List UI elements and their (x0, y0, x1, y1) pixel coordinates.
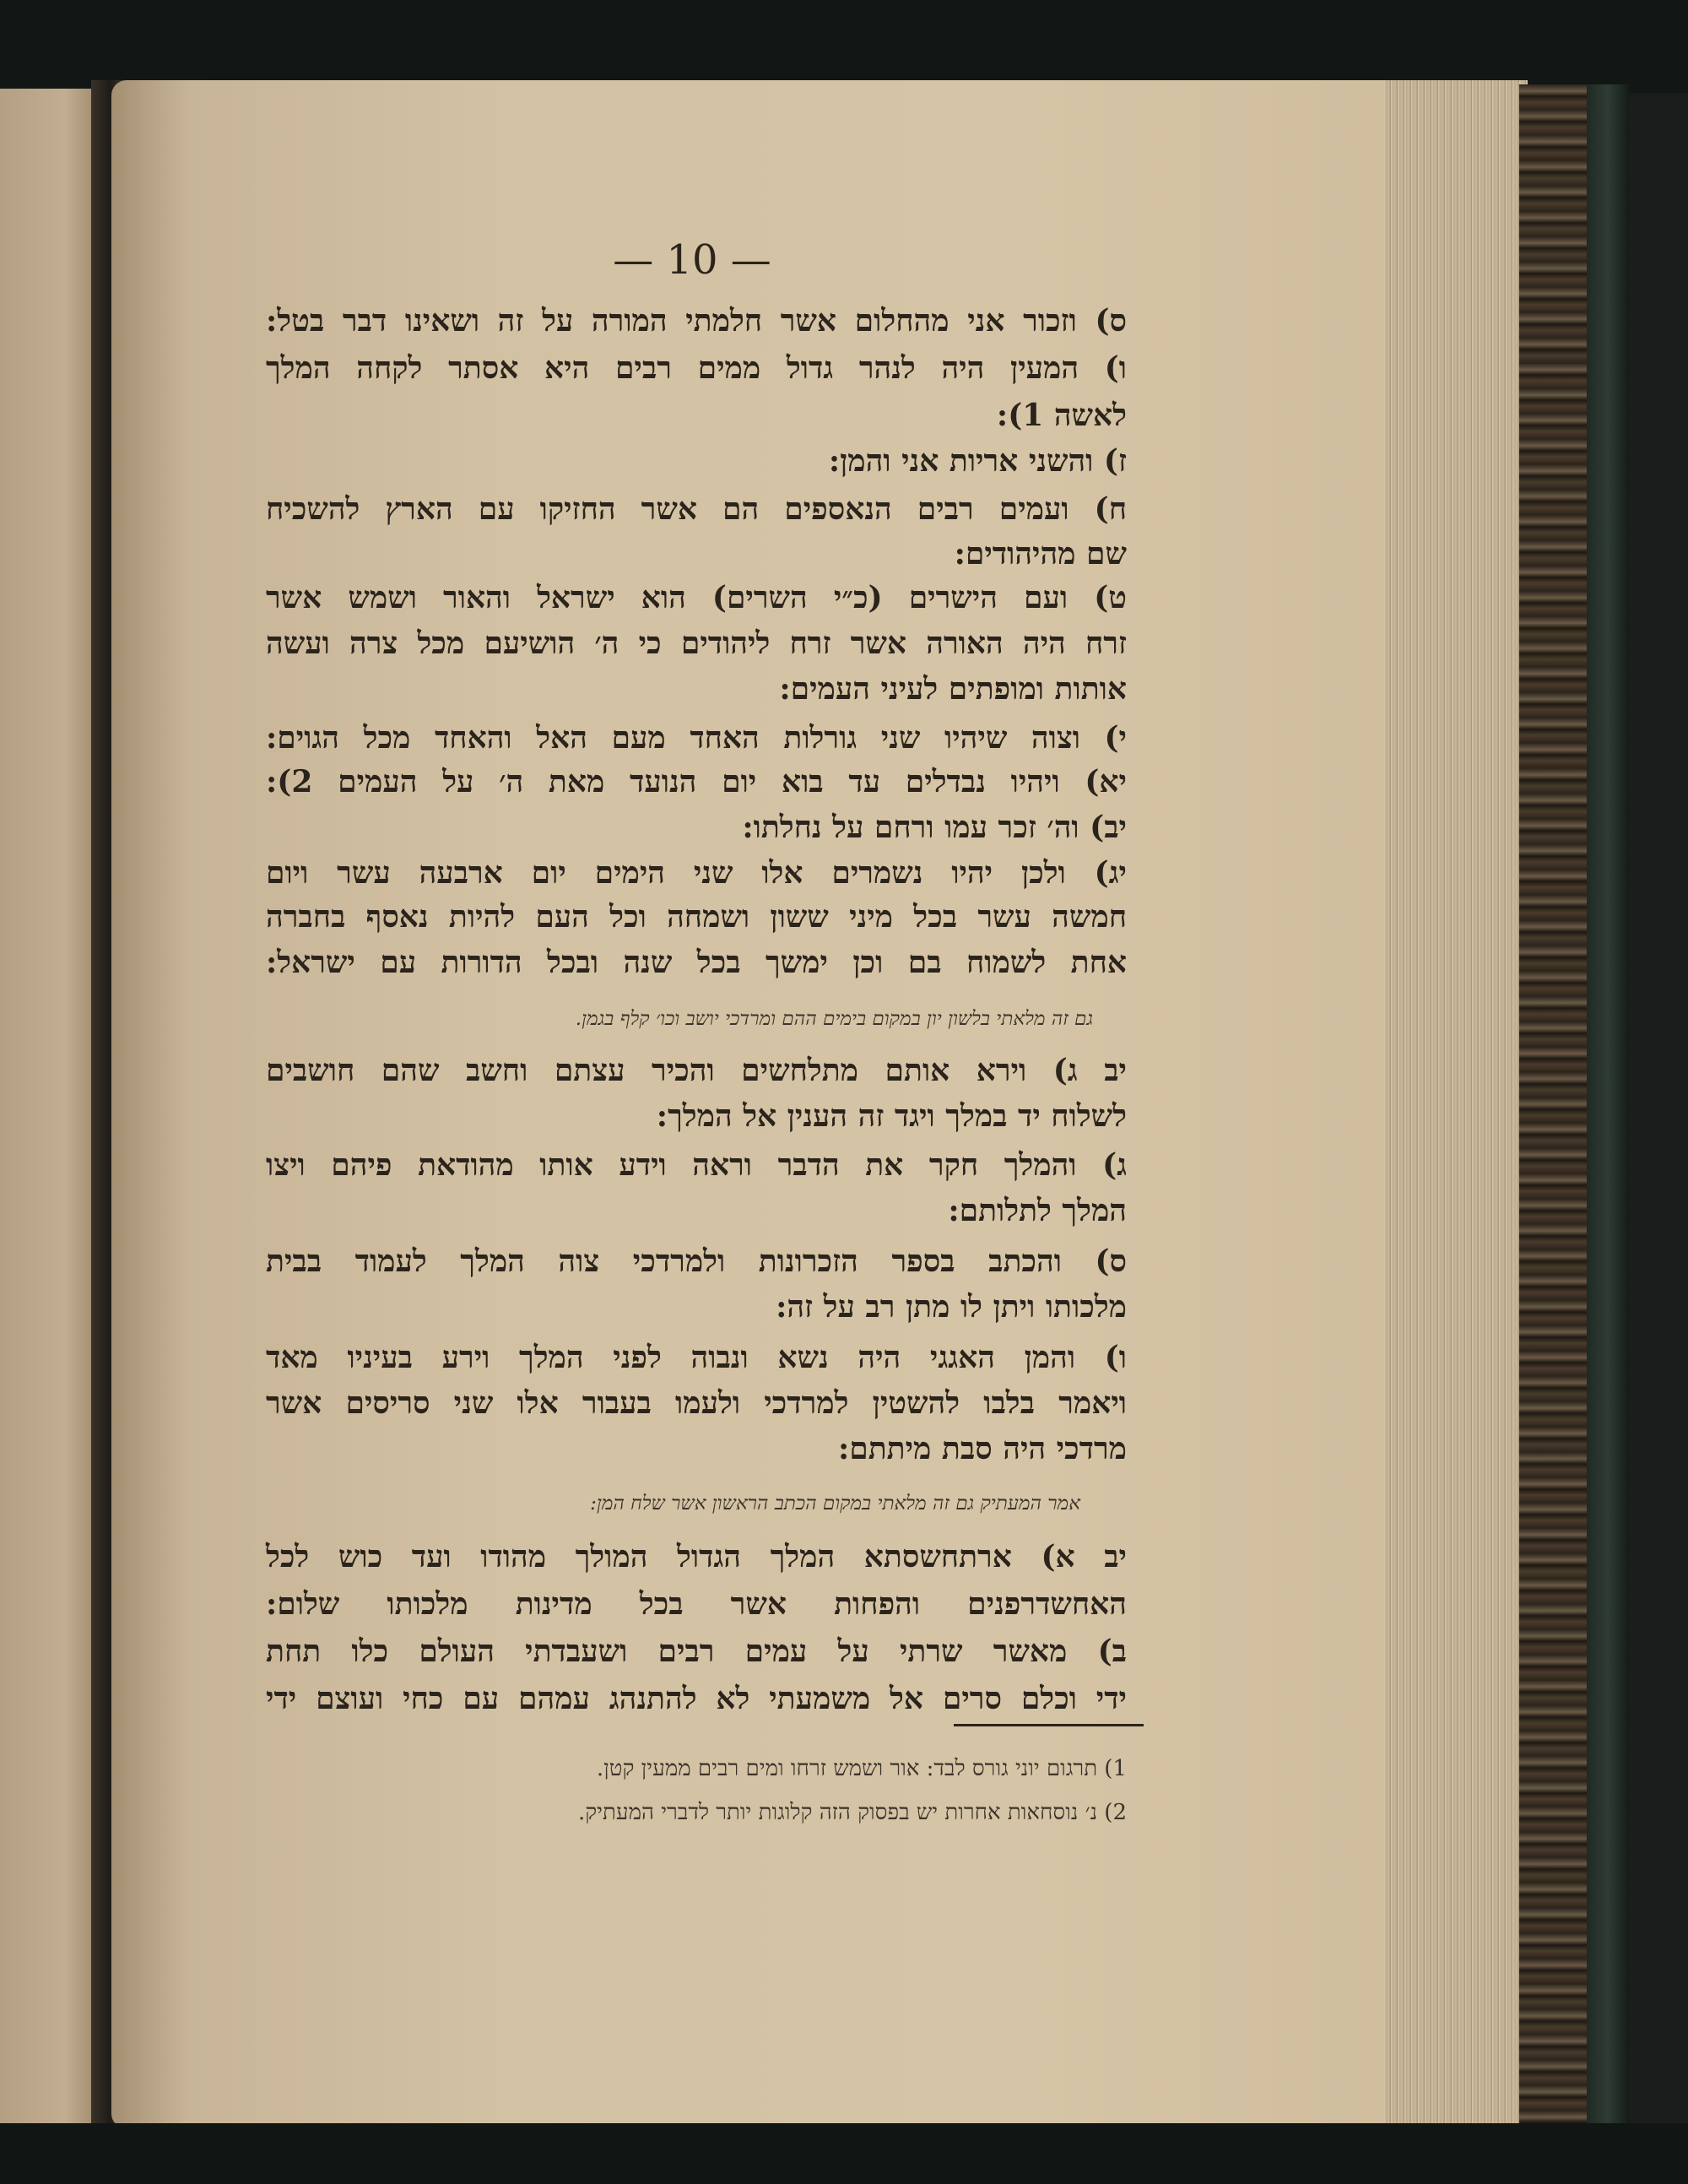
text-line: חמשה עשר בכל מיני ששון ושמחה וכל העם להיות נאסף בחברה (266, 899, 1128, 935)
text-line: המלך לתלותם: (948, 1193, 1127, 1228)
text-line: י) וצוה שיהיו שני גורלות האחד מעם האל והאחד מכל הגוים: (266, 720, 1127, 756)
text-line: יב ג) וירא אותם מתלחשים והכיר עצתם וחשב שהם חושבים (266, 1053, 1127, 1088)
text-line: ס) וזכור אני מהחלום אשר חלמתי המורה על זה ושאינו דבר בטל: (266, 303, 1127, 339)
text-line: אותות ומופתים לעיני העמים: (779, 671, 1127, 707)
background-bottom (0, 2123, 1688, 2184)
text-line: יא) ויהיו נבדלים עד בוא יום הנועד מאת ה׳ על העמים 2): (266, 764, 1127, 799)
text-line: לשלוח יד במלך ויגד זה הענין אל המלך: (656, 1098, 1127, 1134)
text-line: לאשה 1): (996, 398, 1127, 433)
text-line: האחשדרפנים והפחות אשר בכל מדינות מלכותו שלום: (266, 1586, 1127, 1622)
text-line: ס) והכתב בספר הזכרונות ולמרדכי צוה המלך לעמוד בבית (266, 1244, 1127, 1279)
text-line: ויאמר בלבו להשטין למרדכי ולעמו בעבור אלו שני סריסים אשר (266, 1385, 1127, 1421)
text-line: ידי וכלם סרים אל משמעתי לא להתנהג עמהם עם כחי ועוצם ידי (266, 1681, 1127, 1716)
text-line: ב) מאשר שרתי על עמים רבים ושעבדתי העולם כלו תחת (266, 1634, 1127, 1669)
text-line: ג) והמלך חקר את הדבר וראה וידע אותו מהודאת פיהם ויצו (266, 1147, 1127, 1183)
footnote: 2) נ׳ נוסחאות אחרות יש בפסוק הזה קלוגות יותר לדברי המעתיק. (578, 1800, 1127, 1825)
page-number: — 10 — (613, 236, 771, 284)
text-line: ז) והשני אריות אני והמן: (828, 443, 1127, 479)
footnote: 1) תרגום יוני גורס לבד: אור ושמש זרחו ומים רבים ממעין קטן. (596, 1756, 1127, 1781)
book-spine (1587, 84, 1629, 2136)
text-line: ו) המעין היה לנהר גדול ממים רבים היא אסתר לקחה המלך (266, 350, 1127, 386)
text-line: ט) ועם הישרים (כ״י השרים) הוא ישראל והאור ושמש אשר (266, 580, 1127, 615)
text-line: אחת לשמוח בם וכן ימשך בכל שנה ובכל הדורות עם ישראל: (266, 945, 1127, 980)
footnote-rule (954, 1724, 1144, 1726)
page-edges (1384, 80, 1528, 2127)
text-line: יב) וה׳ זכר עמו ורחם על נחלתו: (742, 810, 1127, 845)
text-line: שם מהיהודים: (954, 536, 1127, 572)
text-line: ח) ועמים רבים הנאספים הם אשר החזיקו עם הארץ להשכיח (266, 491, 1127, 527)
text-line: מרדכי היה סבת מיתתם: (837, 1431, 1127, 1466)
text-line: מלכותו ויתן לו מתן רב על זה: (776, 1289, 1127, 1325)
translator-note: אמר המעתיק גם זה מלאתי במקום הכתב הראשון אשר שלח המן: (590, 1493, 1080, 1515)
background-top (0, 0, 1688, 93)
text-line: יג) ולכן יהיו נשמרים אלו שני הימים יום ארבעה עשר ויום (266, 855, 1127, 891)
translator-note: גם זה מלאתי בלשון יון במקום בימים ההם ומרדכי יושב וכו׳ קלף בגמן. (575, 1008, 1093, 1030)
text-line: ו) והמן האגגי היה נשא ונבוה לפני המלך וירע בעיניו מאד (266, 1340, 1127, 1375)
text-line: יב א) ארתחשסתא המלך הגדול המולך מהודו ועד כוש לכל (266, 1539, 1127, 1574)
text-line: זרח היה האורה אשר זרח ליהודים כי ה׳ הושיעם מכל צרה ועשה (266, 626, 1127, 661)
